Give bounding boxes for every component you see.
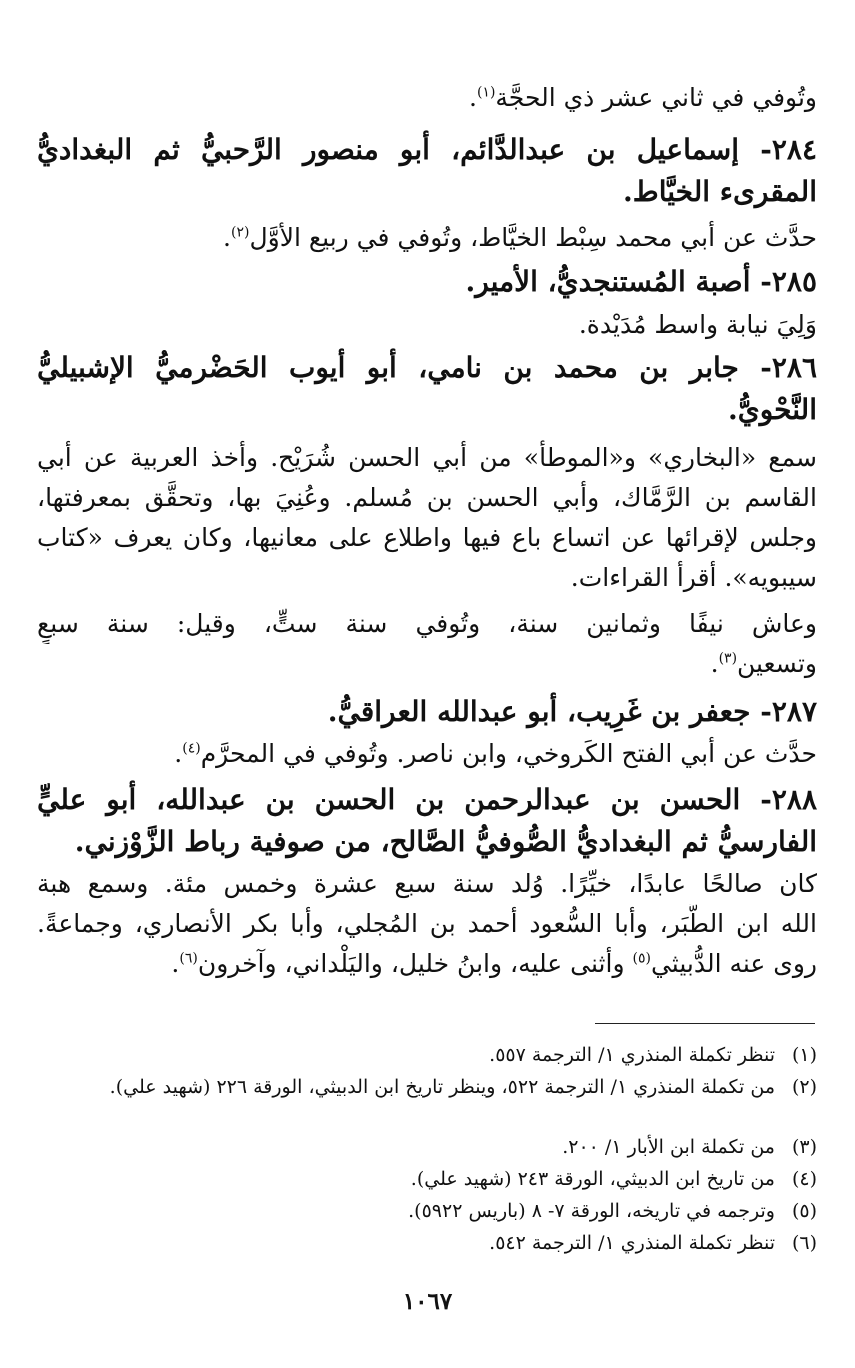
- entry-number: ٢٨٤-: [760, 133, 817, 166]
- entry-body-286-line: [37, 558, 817, 598]
- entry-body-288-line: [37, 864, 817, 904]
- text-span: وتسعين: [737, 649, 817, 678]
- footnote-4: [37, 1164, 817, 1194]
- entry-title: جابر بن محمد بن نامي، أبو أيوب الحَضْرميُّ الإشبيليُّ: [37, 351, 739, 384]
- entry-number: ٢٨٥-: [760, 265, 817, 298]
- entry-body-288-line: [37, 904, 817, 944]
- entry-heading-286-cont: [37, 388, 817, 432]
- footnote-text: وترجمه في تاريخه، الورقة ٧- ٨ (باريس ٥٩٢٢).: [408, 1200, 775, 1222]
- footnote-text: تنظر تكملة المنذري ١/ الترجمة ٥٥٧.: [489, 1044, 775, 1066]
- text-span: كان صالحًا عابدًا، خيِّرًا. وُلد سنة سبع عشرة وخمس مئة. وسمع هبة: [37, 869, 817, 898]
- entry-body-287: [37, 734, 817, 774]
- text-span: سمع «البخاري» و«الموطأ» من أبي الحسن شُرَيْح. وأخذ العربية عن أبي: [37, 443, 817, 472]
- footnote-divider: [595, 1023, 815, 1024]
- entry-title: أصبة المُستنجديُّ، الأمير.: [465, 265, 751, 298]
- entry-number: ٢٨٧-: [760, 695, 817, 728]
- footnote-ref: (٤): [182, 740, 201, 757]
- text-span: القاسم بن الرَّمَّاك، وأبي الحسن بن مُسلم. وعُنِيَ بها، وتحقَّق بمعرفتها،: [37, 483, 817, 512]
- footnote-text: من تكملة ابن الأبار ١/ ٢٠٠.: [562, 1136, 775, 1158]
- footnote-text: تنظر تكملة المنذري ١/ الترجمة ٥٤٢.: [489, 1232, 775, 1254]
- entry-number: ٢٨٨-: [760, 783, 817, 816]
- text-span: حدَّث عن أبي محمد سِبْط الخيَّاط، وتُوفي في ربيع الأوَّل: [249, 223, 817, 252]
- entry-heading-285: [37, 260, 817, 304]
- entry-body-288-line: [37, 944, 817, 984]
- entry-body-286-line: [37, 518, 817, 558]
- footnote-ref: (٣): [718, 650, 738, 667]
- footnote-number: (٤): [791, 1168, 817, 1190]
- entry-title: الحسن بن عبدالرحمن بن الحسن بن عبدالله، أبو عليٍّ: [37, 783, 741, 816]
- footnote-5: [37, 1196, 817, 1226]
- footnote-number: (٣): [791, 1136, 817, 1158]
- footnote-1: [37, 1040, 817, 1070]
- footnote-text: من تاريخ ابن الدبيثي، الورقة ٢٤٣ (شهيد علي).: [410, 1168, 775, 1190]
- entry-heading-288-cont: [37, 820, 817, 864]
- punctuation: .: [710, 649, 719, 678]
- footnote-number: (٦): [791, 1232, 817, 1254]
- entry-heading-284: [37, 128, 817, 172]
- text-span: سيبويه». أقرأ القراءات.: [570, 563, 817, 592]
- footnote-number: (٥): [791, 1200, 817, 1222]
- punctuation: .: [223, 223, 231, 252]
- entry-heading-284-cont: [37, 170, 817, 214]
- text-span: وتُوفي في ثاني عشر ذي الحجَّة: [495, 83, 817, 112]
- footnote-number: (٢): [791, 1076, 817, 1098]
- footnote-ref: (٥): [632, 950, 651, 967]
- entry-body-286-line: [37, 438, 817, 478]
- punctuation: .: [174, 739, 183, 768]
- text-span: الله ابن الطَّبَر، وأبا السُّعود أحمد بن المُجلي، وأبا بكر الأنصاري، وجماعةً.: [37, 909, 817, 938]
- footnote-ref: (٦): [179, 950, 198, 967]
- entry-body-286-line: [37, 644, 817, 684]
- entry-title: جعفر بن غَرِيب، أبو عبدالله العراقيُّ.: [327, 695, 751, 728]
- entry-title-cont: النَّحْويُّ.: [728, 393, 817, 426]
- footnote-6: [37, 1228, 817, 1258]
- text-span: وعاش نيفًا وثمانين سنة، وتُوفي سنة ستٍّ، وقيل: سنة سبعٍ: [37, 609, 817, 638]
- entry-heading-288: [37, 778, 817, 822]
- entry-title: إسماعيل بن عبدالدَّائم، أبو منصور الرَّحبيُّ ثم البغداديُّ: [37, 133, 740, 166]
- entry-heading-287: [37, 690, 817, 734]
- text-span: حدَّث عن أبي الفتح الكَروخي، وابن ناصر. وتُوفي في المحرَّم: [200, 739, 817, 768]
- text-span: روى عنه الدُّبيثي: [650, 949, 817, 978]
- text-span: وأثنى عليه، وابنُ خليل، واليَلْداني، وآخرون: [197, 949, 625, 978]
- footnote-number: (١): [791, 1044, 817, 1066]
- entry-heading-286: [37, 346, 817, 390]
- footnote-ref: (١): [476, 84, 496, 101]
- entry-title-cont: الفارسيُّ ثم البغداديُّ الصُّوفيُّ الصَّالح، من صوفية رباط الزَّوْزني.: [74, 825, 817, 858]
- footnote-2: [37, 1072, 817, 1102]
- entry-body-284: [37, 218, 817, 258]
- page-number: ١٠٦٧: [402, 1288, 453, 1315]
- entry-title-cont: المقرىء الخيَّاط.: [623, 175, 817, 208]
- text-span: وَلِيَ نيابة واسط مُدَيْدة.: [578, 310, 817, 339]
- punctuation: .: [171, 949, 180, 978]
- text-span: وجلس لإقرائها عن اتساع باع فيها واطلاع على معانيها، وكان يعرف «كتاب: [37, 523, 817, 552]
- entry-body-286-line: [37, 478, 817, 518]
- text-line: [37, 78, 817, 118]
- entry-number: ٢٨٦-: [760, 351, 817, 384]
- footnote-text: من تكملة المنذري ١/ الترجمة ٥٢٢، وينظر تاريخ ابن الدبيثي، الورقة ٢٢٦ (شهيد علي).: [109, 1076, 775, 1098]
- footnote-3: [37, 1132, 817, 1162]
- punctuation: .: [468, 83, 477, 112]
- entry-body-285: [37, 305, 817, 345]
- entry-body-286-line: [37, 604, 817, 644]
- footnote-ref: (٢): [230, 224, 250, 241]
